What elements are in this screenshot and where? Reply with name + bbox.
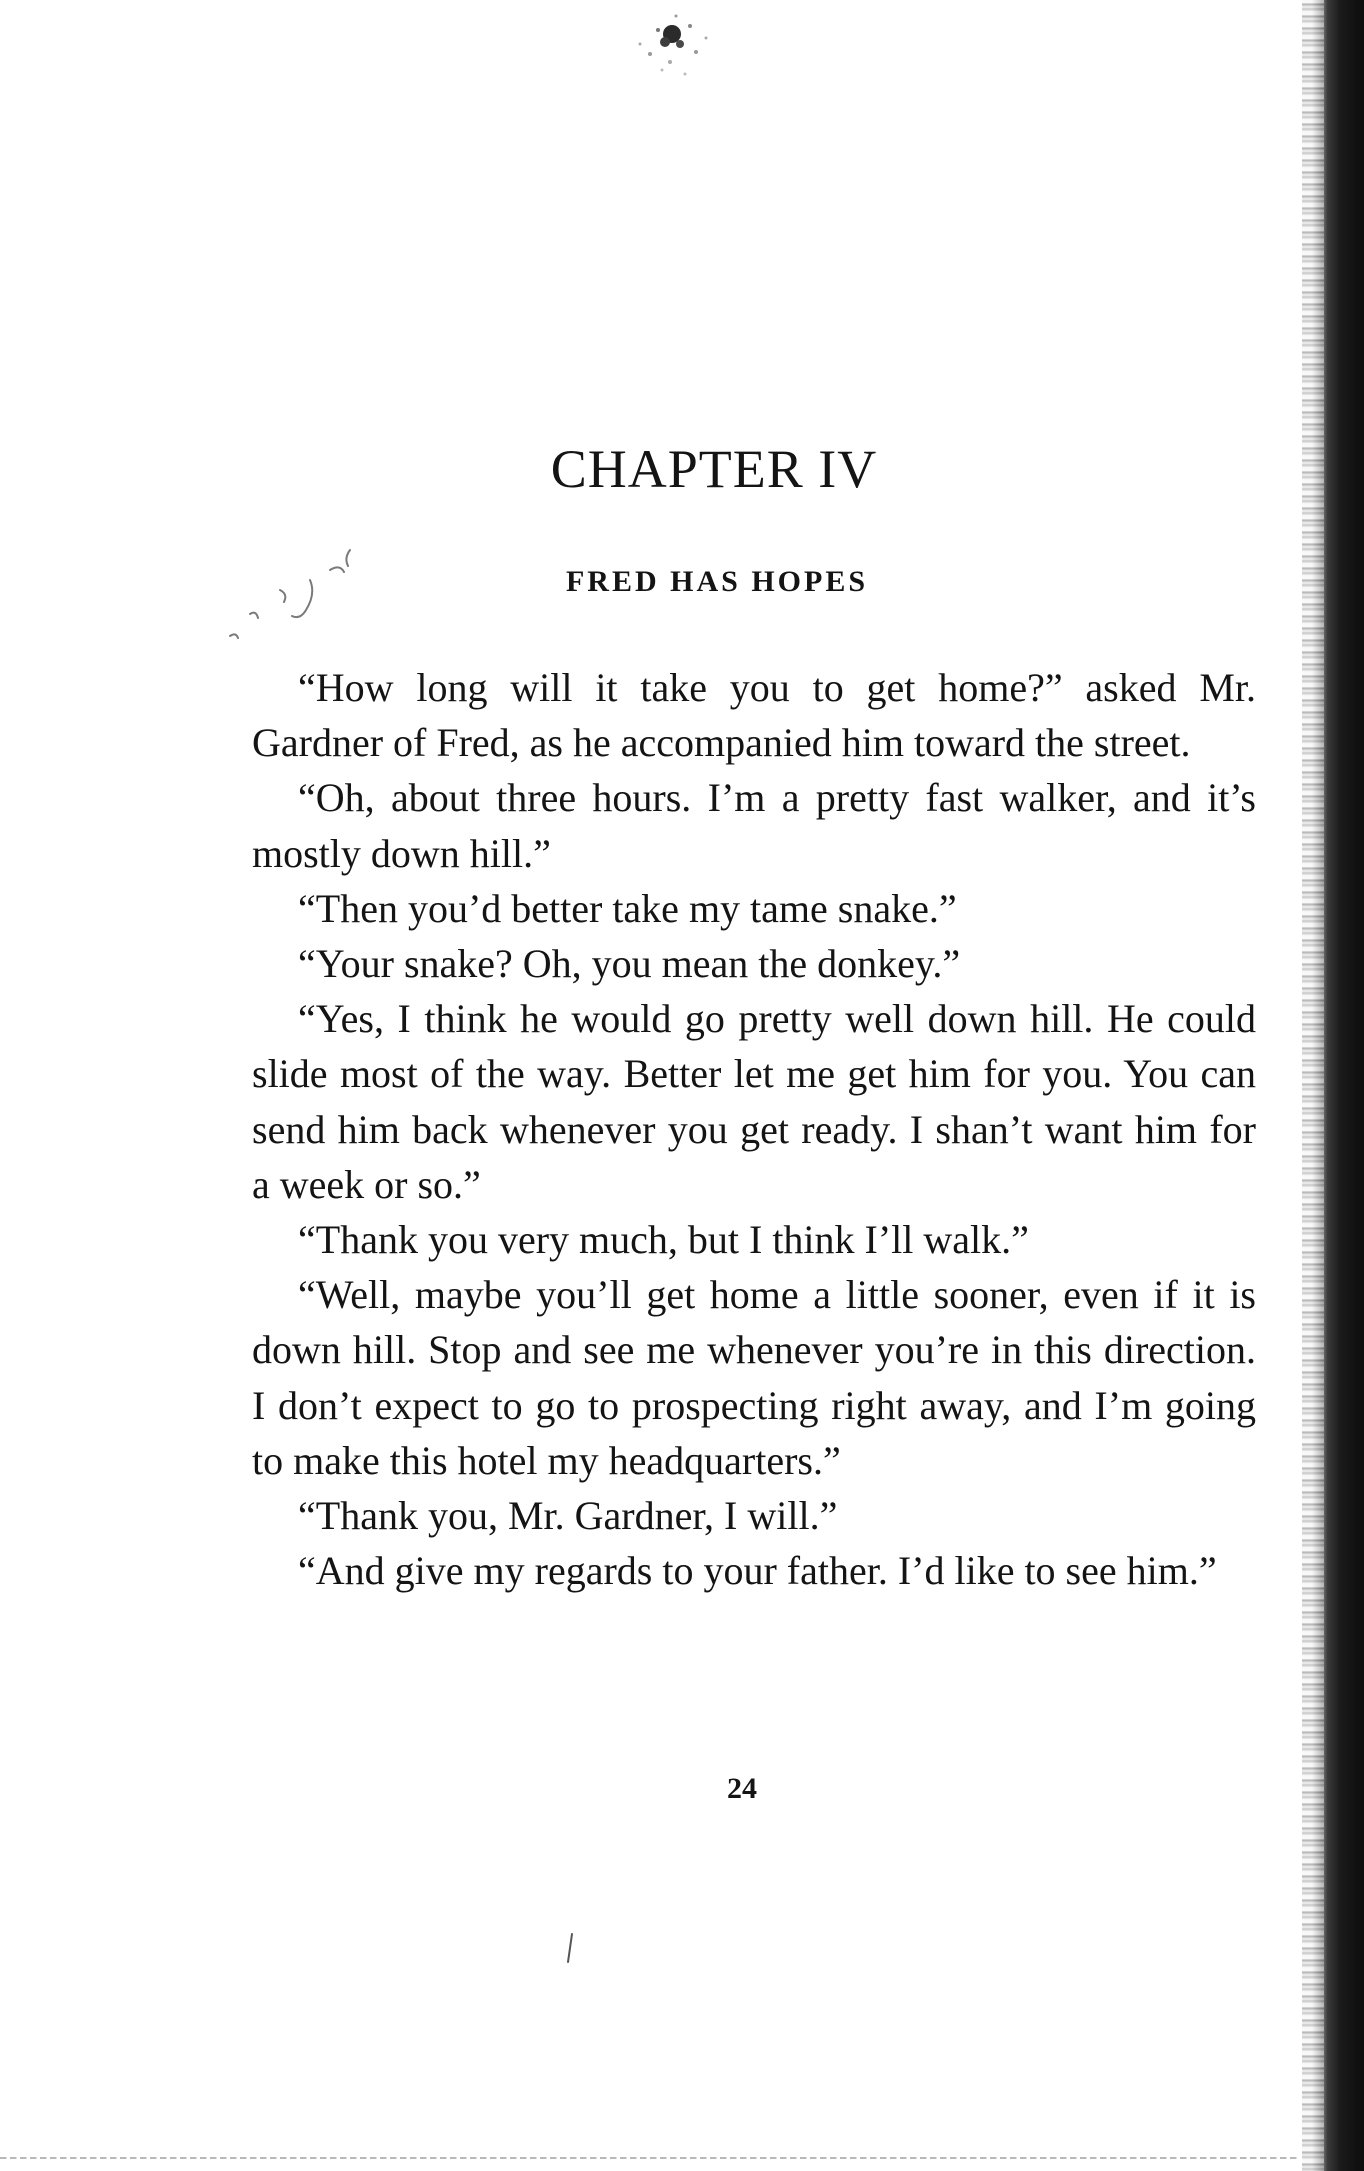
paragraph: “Yes, I think he would go pretty well down hill. He could slide most of the way. Better let me get him for you. You can send him back whenever you get ready. I shan’t want him for a week or so.” <box>252 996 1256 1207</box>
chapter-body <box>252 660 1256 1598</box>
paragraph: “Well, maybe you’ll get home a little sooner, even if it is down hill. Stop and see me whenever you’re in this direction. I don’t expect to go to prospecting right away, and I’m going to make this hotel my headquarters.” <box>252 1272 1256 1483</box>
chapter-subtitle: FRED HAS HOPES <box>565 565 869 598</box>
paragraph: “Then you’d better take my tame snake.” <box>298 885 957 931</box>
pencil-scribble <box>210 540 370 670</box>
stray-pencil-tick <box>560 1930 580 1970</box>
scan-bottom-line <box>0 2157 1300 2159</box>
paragraph: “Your snake? Oh, you mean the donkey.” <box>298 941 961 987</box>
paragraph: “Thank you very much, but I think I’ll walk.” <box>298 1217 1029 1263</box>
chapter-title: CHAPTER IV <box>550 439 878 499</box>
page-number: 24 <box>727 1772 757 1805</box>
ink-smudge-ornament <box>610 4 730 94</box>
paragraph: “Oh, about three hours. I’m a pretty fast walker, and it’s mostly down hill.” <box>252 775 1256 876</box>
scan-edge-speckle <box>1302 0 1324 2171</box>
paragraph: “How long will it take you to get home?” asked Mr. Gardner of Fred, as he accompanied him toward the street. <box>252 665 1256 766</box>
paragraph: “Thank you, Mr. Gardner, I will.” <box>298 1493 838 1539</box>
paragraph: “And give my regards to your father. I’d like to see him.” <box>298 1548 1217 1594</box>
